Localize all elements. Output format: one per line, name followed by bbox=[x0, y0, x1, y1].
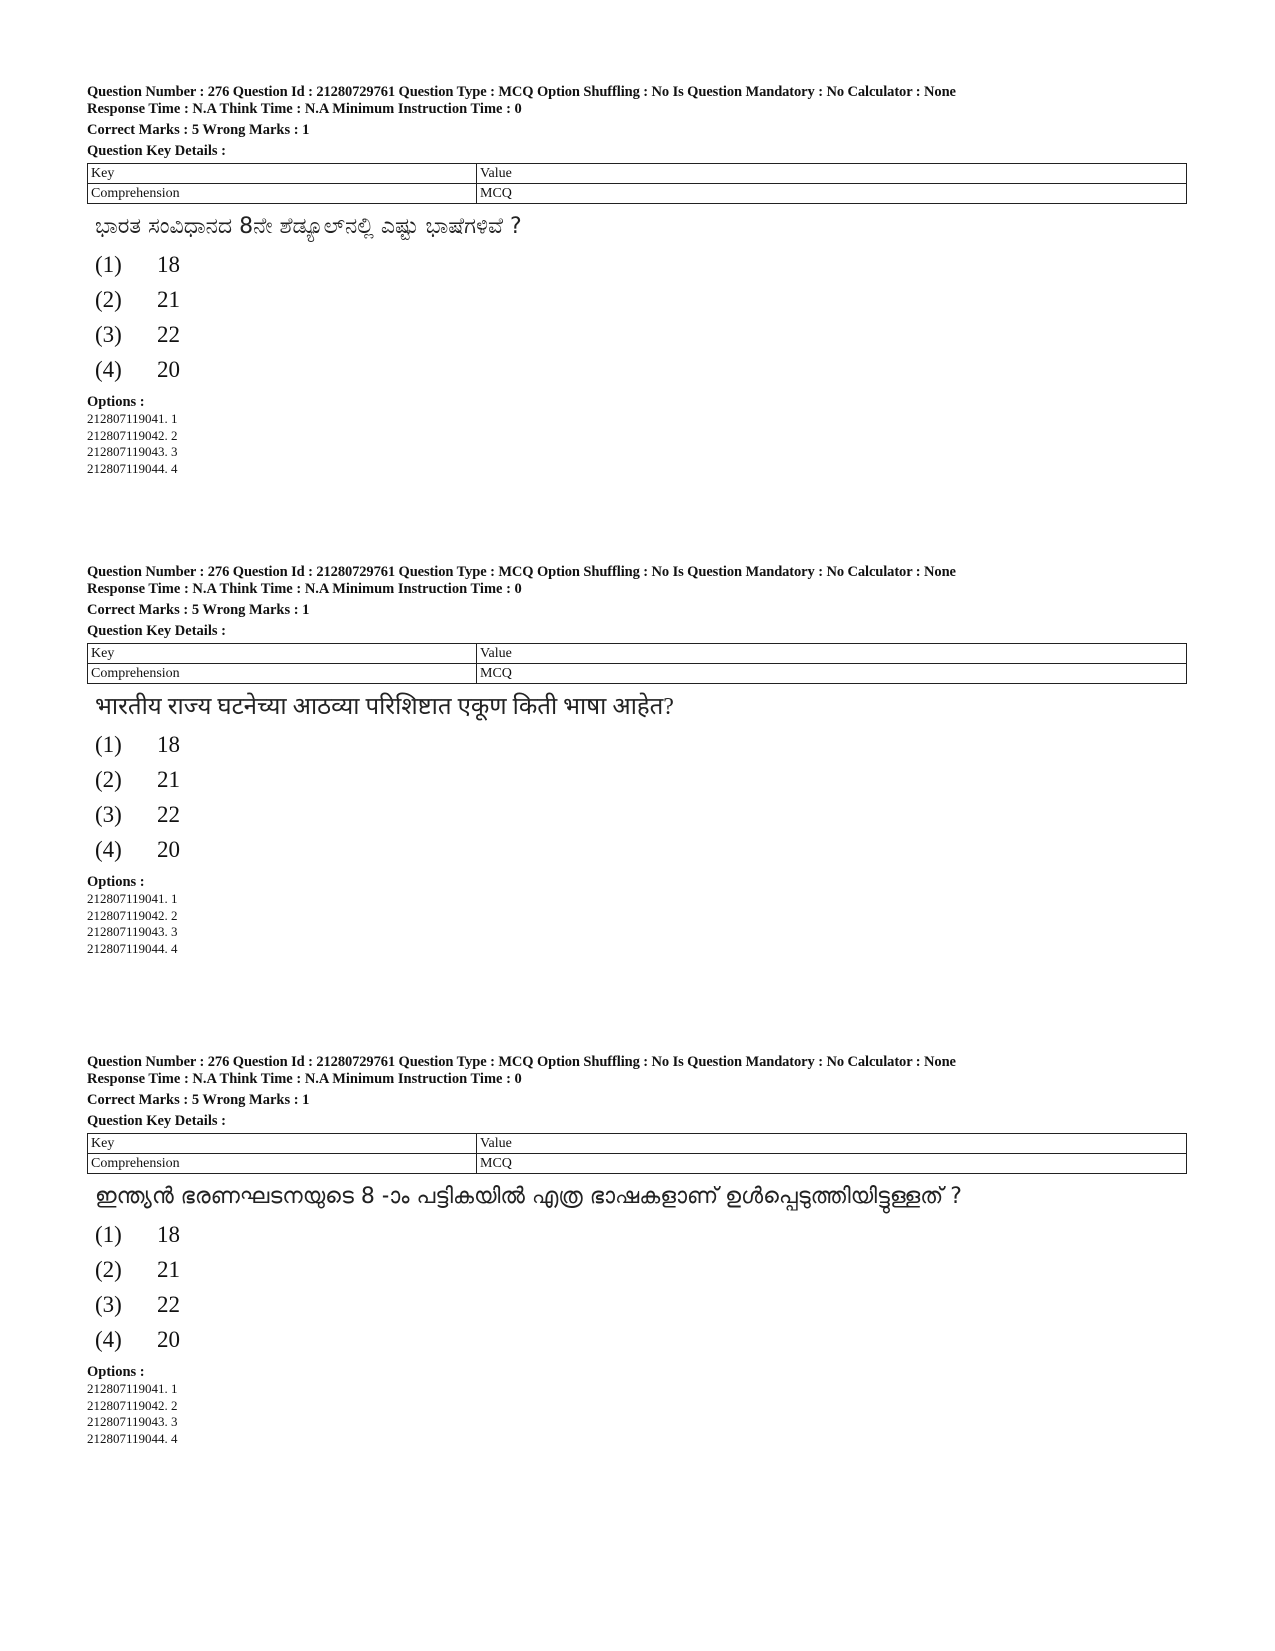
table-cell: Comprehension bbox=[88, 664, 477, 684]
table-cell: Value bbox=[477, 164, 1187, 184]
option-id: 212807119043. 3 bbox=[87, 444, 178, 459]
option-number: (3) bbox=[95, 322, 122, 347]
option-number: (1) bbox=[95, 1222, 122, 1247]
answer-option bbox=[95, 247, 1187, 282]
option-id: 212807119041. 1 bbox=[87, 411, 178, 426]
option-id: 212807119044. 4 bbox=[87, 940, 178, 956]
option-number: (4) bbox=[95, 1327, 122, 1352]
options-label: Options : bbox=[87, 394, 145, 410]
answer-option bbox=[95, 832, 1187, 867]
option-value: 18 bbox=[157, 1222, 180, 1247]
option-id: 212807119042. 2 bbox=[87, 907, 178, 923]
option-value: 18 bbox=[157, 252, 180, 277]
option-value: 22 bbox=[157, 802, 180, 827]
option-value: 21 bbox=[157, 287, 180, 312]
key-details-table bbox=[87, 163, 1187, 204]
table-cell: Key bbox=[88, 644, 477, 664]
question-timing-line: Response Time : N.A Think Time : N.A Minimum Instruction Time : 0 bbox=[87, 101, 522, 117]
option-id: 212807119041. 1 bbox=[87, 1381, 178, 1396]
table-cell: Comprehension bbox=[88, 184, 477, 204]
question-block-2 bbox=[87, 564, 1187, 957]
question-meta-line: Question Number : 276 Question Id : 21280729761 Question Type : MCQ Option Shuffling : No Is Question Mandatory : No Calculator : None bbox=[87, 564, 956, 580]
answer-option bbox=[95, 762, 1187, 797]
table-cell: Comprehension bbox=[88, 1154, 477, 1174]
option-number: (2) bbox=[95, 1257, 122, 1282]
options-label: Options : bbox=[87, 874, 145, 890]
key-details-table bbox=[87, 643, 1187, 684]
question-meta-line: Question Number : 276 Question Id : 21280729761 Question Type : MCQ Option Shuffling : No Is Question Mandatory : No Calculator : None bbox=[87, 1054, 956, 1070]
option-number: (2) bbox=[95, 767, 122, 792]
option-id: 212807119042. 2 bbox=[87, 1397, 178, 1413]
question-text: ഇന്ത്യൻ ഭരണഘടനയുടെ 8 -ാം പട്ടികയിൽ എത്ര ഭാഷകളാണ് ഉൾപ്പെടുത്തിയിട്ടുള്ളത് ? bbox=[95, 1184, 962, 1209]
option-id: 212807119041. 1 bbox=[87, 891, 178, 906]
options-label: Options : bbox=[87, 1364, 145, 1380]
table-row bbox=[88, 184, 1187, 204]
marks-line: Correct Marks : 5 Wrong Marks : 1 bbox=[87, 1092, 310, 1108]
option-number: (2) bbox=[95, 287, 122, 312]
question-block-3 bbox=[87, 1054, 1187, 1447]
answer-options bbox=[95, 247, 1187, 387]
marks-line: Correct Marks : 5 Wrong Marks : 1 bbox=[87, 122, 310, 138]
key-details-label: Question Key Details : bbox=[87, 623, 226, 639]
option-value: 22 bbox=[157, 322, 180, 347]
option-id: 212807119043. 3 bbox=[87, 1414, 178, 1429]
table-cell: Value bbox=[477, 1134, 1187, 1154]
option-id: 212807119042. 2 bbox=[87, 427, 178, 443]
option-value: 20 bbox=[157, 1327, 180, 1352]
option-number: (1) bbox=[95, 732, 122, 757]
table-header-row bbox=[88, 644, 1187, 664]
table-header-row bbox=[88, 164, 1187, 184]
answer-option bbox=[95, 727, 1187, 762]
option-value: 21 bbox=[157, 1257, 180, 1282]
answer-option bbox=[95, 797, 1187, 832]
table-cell: Key bbox=[88, 164, 477, 184]
key-details-table bbox=[87, 1133, 1187, 1174]
answer-option bbox=[95, 352, 1187, 387]
table-cell: MCQ bbox=[477, 1154, 1187, 1174]
marks-line: Correct Marks : 5 Wrong Marks : 1 bbox=[87, 602, 310, 618]
question-text: भारतीय राज्य घटनेच्या आठव्या परिशिष्टात एकूण किती भाषा आहेत? bbox=[95, 694, 674, 720]
answer-option bbox=[95, 282, 1187, 317]
answer-option bbox=[95, 1217, 1187, 1252]
key-details-label: Question Key Details : bbox=[87, 1113, 226, 1129]
table-cell: MCQ bbox=[477, 184, 1187, 204]
key-details-label: Question Key Details : bbox=[87, 143, 226, 159]
table-row bbox=[88, 664, 1187, 684]
option-number: (3) bbox=[95, 802, 122, 827]
table-cell: Key bbox=[88, 1134, 477, 1154]
question-timing-line: Response Time : N.A Think Time : N.A Minimum Instruction Time : 0 bbox=[87, 581, 522, 597]
option-value: 20 bbox=[157, 837, 180, 862]
option-number: (1) bbox=[95, 252, 122, 277]
answer-options bbox=[95, 1217, 1187, 1357]
option-id: 212807119044. 4 bbox=[87, 460, 178, 476]
question-block-1 bbox=[87, 84, 1187, 477]
option-value: 20 bbox=[157, 357, 180, 382]
answer-option bbox=[95, 1322, 1187, 1357]
question-text: ಭಾರತ ಸಂವಿಧಾನದ 8ನೇ ಶೆಡ್ಯೂಲ್‌ನಲ್ಲಿ ಎಷ್ಟು ಭಾಷೆಗಳಿವೆ ? bbox=[95, 214, 522, 239]
table-cell: MCQ bbox=[477, 664, 1187, 684]
table-row bbox=[88, 1154, 1187, 1174]
option-value: 22 bbox=[157, 1292, 180, 1317]
answer-option bbox=[95, 1252, 1187, 1287]
answer-options bbox=[95, 727, 1187, 867]
option-id: 212807119043. 3 bbox=[87, 924, 178, 939]
option-id: 212807119044. 4 bbox=[87, 1430, 178, 1446]
question-meta-line: Question Number : 276 Question Id : 21280729761 Question Type : MCQ Option Shuffling : No Is Question Mandatory : No Calculator : None bbox=[87, 84, 956, 100]
option-number: (3) bbox=[95, 1292, 122, 1317]
table-cell: Value bbox=[477, 644, 1187, 664]
answer-option bbox=[95, 1287, 1187, 1322]
option-number: (4) bbox=[95, 837, 122, 862]
option-number: (4) bbox=[95, 357, 122, 382]
table-header-row bbox=[88, 1134, 1187, 1154]
question-timing-line: Response Time : N.A Think Time : N.A Minimum Instruction Time : 0 bbox=[87, 1071, 522, 1087]
answer-option bbox=[95, 317, 1187, 352]
option-value: 18 bbox=[157, 732, 180, 757]
option-value: 21 bbox=[157, 767, 180, 792]
